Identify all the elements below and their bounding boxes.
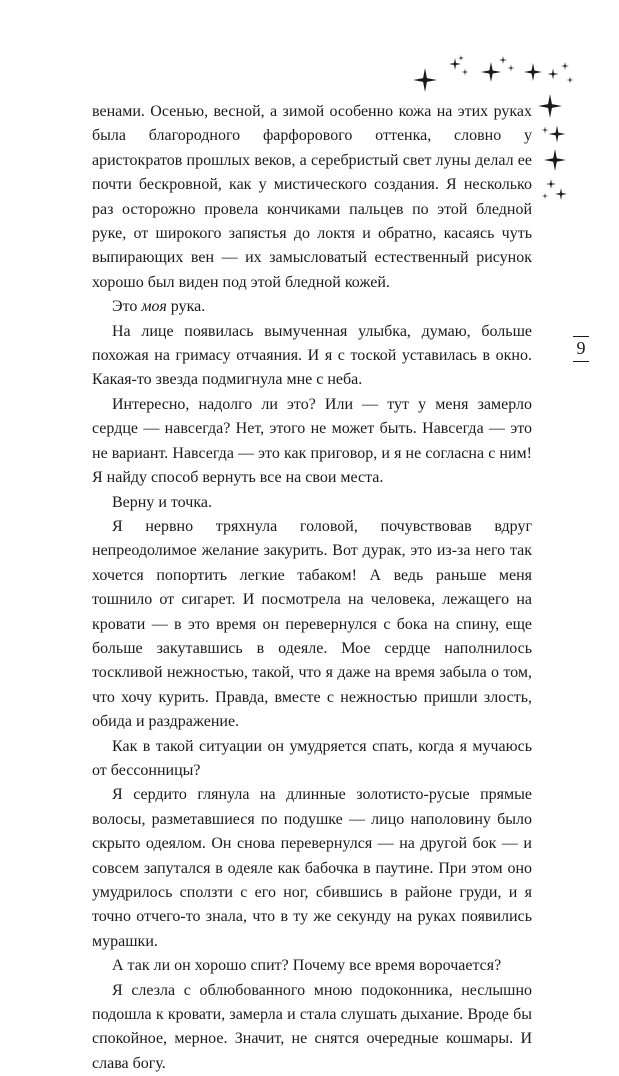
paragraph: Верну и точка. (112, 493, 212, 511)
paragraph: венами. Осенью, весной, а зимой особенно кожа на этих руках была благородного фарфорового оттенка, словно у аристократов прошлых веков, а серебристый свет луны делал ее почти бескровной, как у мистического создания. Я несколько раз осторожно провела кончиками пальцев по этой бледной руке, от широкого запястья до локтя и обратно, касаясь чуть выпирающих вен — их замысловатый естественный рисунок хорошо был виден под этой бледной кожей. (92, 103, 532, 291)
folio-rule-top (573, 336, 589, 337)
paragraph: Интересно, надолго ли это? Или — тут у меня замерло сердце — навсегда? Нет, этого не может быть. Навсегда — это не вариант. Навсегда — это как приговор, и я не согласна с ним! Я найду способ вернуть все на свои места. (92, 395, 532, 487)
paragraph: Я нервно тряхнула головой, почувствовав вдруг непреодолимое желание закурить. Вот дурак, это из-за него так хочется попортить легкие табаком! А ведь раньше меня тошнило от сигарет. И посмотрела на человека, лежащего на кровати — в это время он перевернулся с бока на спину, еще больше закутавшись в одеяле. Мое сердце наполнилось тоскливой нежностью, такой, что я даже на время забыла о том, что хочу курить. Правда, вместе с нежностью пришли злость, обида и раздражение. (92, 517, 532, 731)
paragraph: Я слезла с облюбованного мною подоконника, неслышно подошла к кровати, замерла и стала слушать дыхание. Вроде бы спокойное, мерное. Значит, не снятся очередные кошмары. И слава богу. (92, 981, 532, 1072)
paragraph: А так ли он хорошо спит? Почему все время ворочается? (112, 957, 502, 975)
body-text (92, 100, 532, 1076)
folio-rule-bottom (573, 361, 589, 362)
paragraph: Как в такой ситуации он умудряется спать, когда я мучаюсь от бессонницы? (92, 737, 532, 779)
paragraph: Я сердито глянула на длинные золотисто-русые прямые волосы, разметавшиеся по подушке — лицо наполовину было скрыто одеялом. Он снова перевернулся — на другой бок — и совсем запутался в одеяле как бабочка в паутине. При этом оно умудрилось сползти с его ног, сбившись в районе груди, и я точно отчего-то знала, что в ту же секунду на руках появились мурашки. (92, 786, 532, 950)
paragraph: Это моя рука. (112, 298, 206, 316)
paragraph: На лице появилась вымученная улыбка, думаю, больше похожая на гримасу отчаяния. И я с тоской уставилась в окно. Какая-то звезда подмигнула мне с неба. (92, 322, 532, 389)
page-number: 9 (576, 338, 586, 358)
